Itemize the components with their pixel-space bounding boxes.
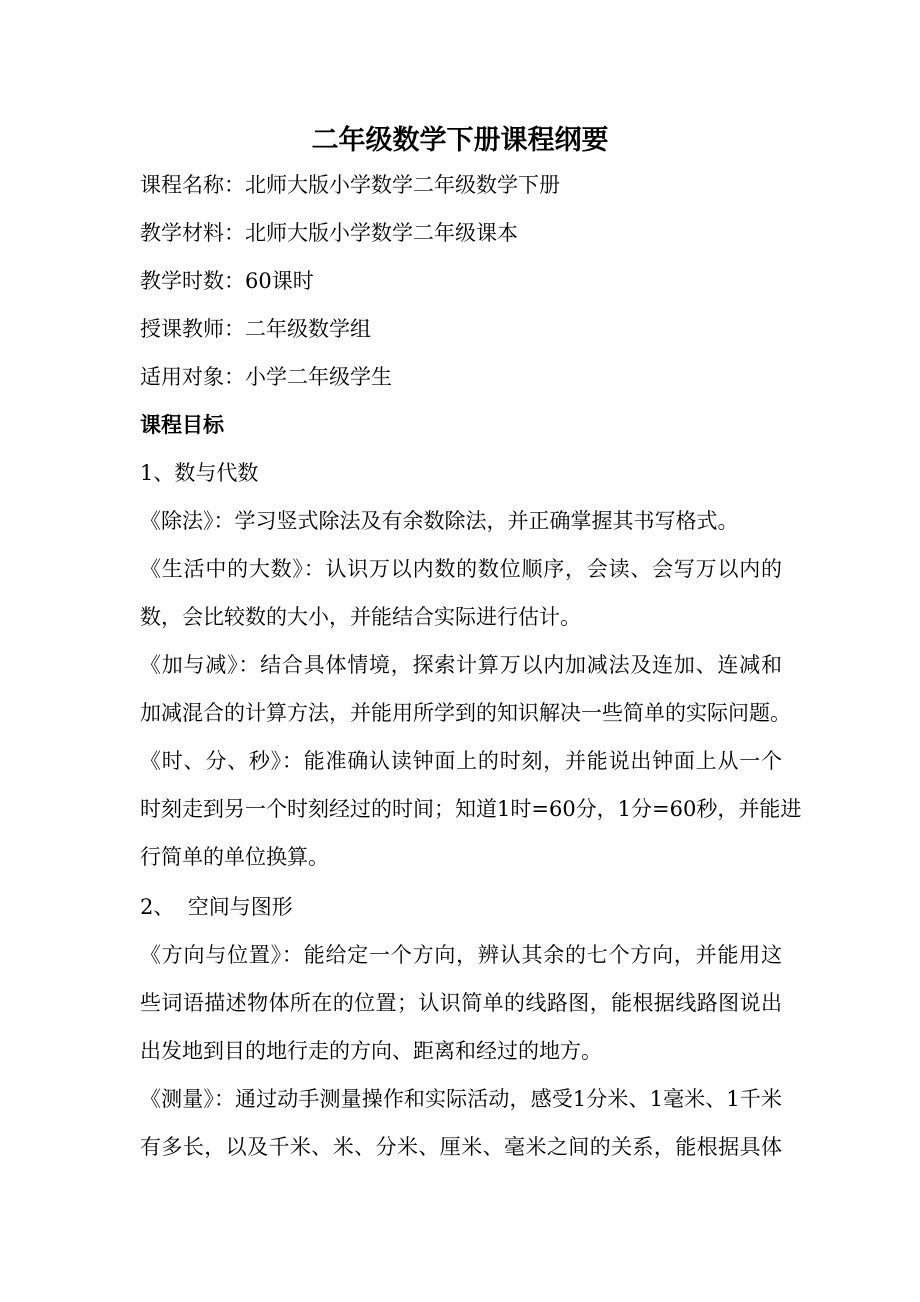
paragraph-line: 《方向与位置》：能给定一个方向，辨认其余的七个方向，并能用这 [140,943,782,967]
paragraph-line: 些词语描述物体所在的位置；认识简单的线路图，能根据线路图说出 [140,991,782,1015]
info-hours: 教学时数：60课时 [140,269,314,293]
paragraph-line: 行简单的单位换算。 [140,845,329,869]
paragraph-line: 加减混合的计算方法，并能用所学到的知识解决一些简单的实际问题。 [140,701,791,725]
paragraph-line: 有多长，以及千米、米、分米、厘米、毫米之间的关系，能根据具体 [140,1135,782,1159]
goals-heading: 课程目标 [140,412,224,437]
paragraph-line: 《测量》：通过动手测量操作和实际活动，感受1分米、1毫米、1千米 [140,1087,782,1111]
info-audience: 适用对象：小学二年级学生 [140,365,392,389]
paragraph-line: 《加与减》：结合具体情境，探索计算万以内加减法及连加、连减和 [140,653,782,677]
paragraph-line: 《除法》：学习竖式除法及有余数除法，并正确掌握其书写格式。 [140,509,739,533]
paragraph-line: 《生活中的大数》：认识万以内数的数位顺序，会读、会写万以内的 [140,557,782,581]
info-teacher: 授课教师：二年级数学组 [140,317,371,341]
paragraph-line: 《时、分、秒》：能准确认读钟面上的时刻，并能说出钟面上从一个 [140,749,782,773]
paragraph-line: 数，会比较数的大小，并能结合实际进行估计。 [140,605,581,629]
info-course-name: 课程名称：北师大版小学数学二年级数学下册 [140,173,560,197]
document-title: 二年级数学下册课程纲要 [311,125,609,156]
paragraph-line: 出发地到目的地行走的方向、距离和经过的地方。 [140,1039,602,1063]
section2-heading: 2、 空间与图形 [140,895,293,919]
info-material: 教学材料：北师大版小学数学二年级课本 [140,221,518,245]
section1-heading: 1、数与代数 [140,461,259,485]
paragraph-line: 时刻走到另一个时刻经过的时间；知道1时=60分，1分=60秒，并能进 [140,797,802,821]
